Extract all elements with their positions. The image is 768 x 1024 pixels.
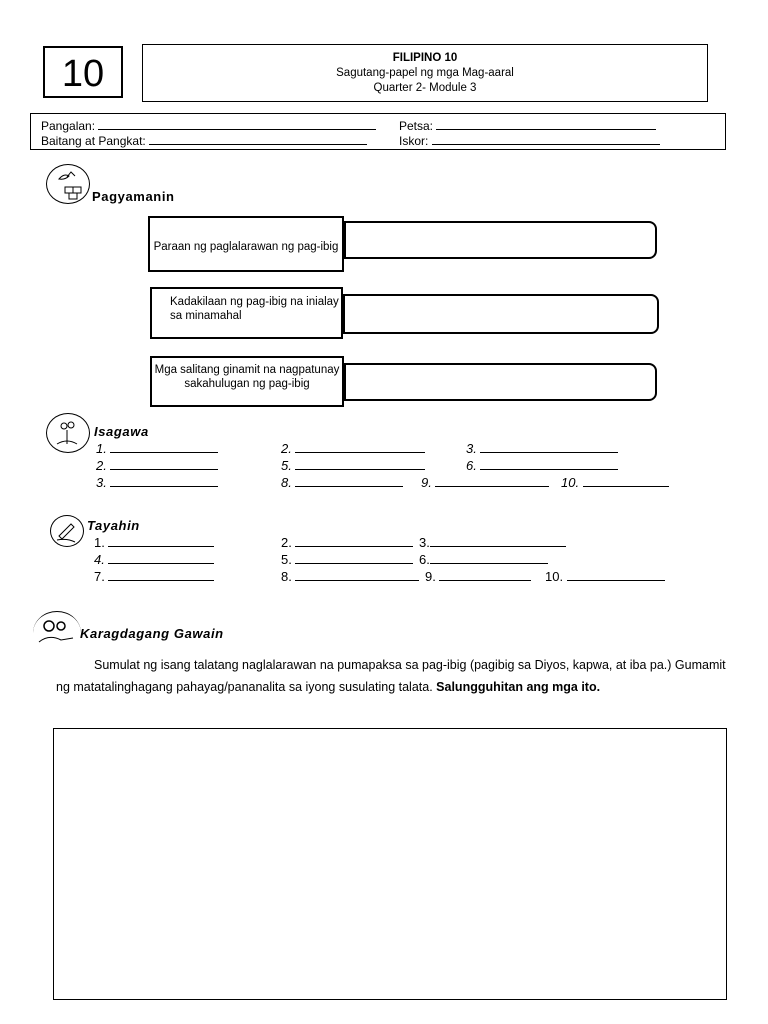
isagawa-item bbox=[96, 457, 218, 473]
answer-blank[interactable] bbox=[439, 568, 531, 581]
answer-blank[interactable] bbox=[295, 457, 425, 470]
answer-blank[interactable] bbox=[110, 474, 218, 487]
tayahin-item bbox=[425, 568, 531, 584]
item-number: 2. bbox=[96, 458, 107, 473]
answer-blank[interactable] bbox=[295, 534, 413, 547]
item-number: 6. bbox=[466, 458, 477, 473]
score-label: Iskor: bbox=[399, 134, 429, 148]
item-number: 3. bbox=[466, 441, 477, 456]
tayahin-item bbox=[94, 551, 214, 567]
answer-blank[interactable] bbox=[110, 440, 218, 453]
subject-title: FILIPINO 10 bbox=[392, 52, 458, 64]
isagawa-item bbox=[561, 474, 669, 490]
tayahin-item bbox=[419, 534, 566, 550]
instruction-paragraph bbox=[56, 654, 726, 698]
answer-box-kadakilaan[interactable] bbox=[343, 294, 659, 334]
item-number: 8. bbox=[281, 569, 292, 584]
item-number: 1. bbox=[96, 441, 107, 456]
answer-blank[interactable] bbox=[435, 474, 549, 487]
tayahin-item bbox=[419, 551, 548, 567]
answer-blank[interactable] bbox=[108, 534, 214, 547]
isagawa-item bbox=[421, 474, 549, 490]
isagawa-item bbox=[466, 457, 618, 473]
answer-blank[interactable] bbox=[480, 457, 618, 470]
item-number: 3. bbox=[96, 475, 107, 490]
item-number: 1. bbox=[94, 535, 105, 550]
answer-blank[interactable] bbox=[567, 568, 665, 581]
score-field[interactable] bbox=[432, 133, 660, 145]
isagawa-item bbox=[281, 474, 403, 490]
tayahin-item bbox=[281, 551, 413, 567]
isagawa-title: Isagawa bbox=[94, 424, 149, 439]
item-number: 2. bbox=[281, 535, 292, 550]
label-text-kadakilaan: Kadakilaan ng pag-ibig na inialay sa minamahal bbox=[170, 296, 339, 322]
tayahin-item bbox=[281, 568, 419, 584]
tayahin-item bbox=[94, 568, 214, 584]
growth-hands-icon bbox=[46, 164, 90, 204]
answer-blank[interactable] bbox=[108, 551, 214, 564]
isagawa-item bbox=[281, 457, 425, 473]
instruction-text: Sumulat ng isang talatang naglalarawan na pumapaksa sa pag-ibig (pagibig sa Diyos, kapwa, at iba pa.) Gumamit ng matatalinghagang pahayag/pananalita sa iyong susulating talata. bbox=[56, 658, 726, 694]
label-box-salita bbox=[150, 356, 344, 407]
hands-plant-icon bbox=[46, 413, 90, 453]
tayahin-item bbox=[545, 568, 665, 584]
label-text-salita: Mga salitang ginamit na nagpatunay sakahulugan ng pag-ibig bbox=[154, 364, 340, 390]
module-label: Quarter 2- Module 3 bbox=[373, 82, 477, 94]
name-field[interactable] bbox=[98, 118, 376, 130]
answer-blank[interactable] bbox=[430, 534, 566, 547]
answer-blank[interactable] bbox=[295, 474, 403, 487]
label-text-paraan: Paraan ng paglalarawan ng pag-ibig bbox=[153, 241, 339, 253]
item-number: 5. bbox=[281, 552, 292, 567]
name-label: Pangalan: bbox=[41, 119, 96, 133]
pagyamanin-title: Pagyamanin bbox=[92, 189, 175, 204]
item-number: 6. bbox=[419, 552, 430, 567]
answer-box-salita[interactable] bbox=[344, 363, 657, 401]
item-number: 2. bbox=[281, 441, 292, 456]
item-number: 10. bbox=[545, 569, 564, 584]
label-box-kadakilaan bbox=[150, 287, 343, 339]
label-box-paraan bbox=[148, 216, 344, 272]
karagdagan-title: Karagdagang Gawain bbox=[80, 626, 224, 641]
tayahin-item bbox=[281, 534, 413, 550]
gears-hand-icon bbox=[33, 611, 81, 655]
answer-box-paraan[interactable] bbox=[344, 221, 657, 259]
isagawa-item bbox=[281, 440, 425, 456]
answer-blank[interactable] bbox=[583, 474, 669, 487]
item-number: 3. bbox=[419, 535, 430, 550]
date-label: Petsa: bbox=[399, 119, 434, 133]
answer-blank[interactable] bbox=[110, 457, 218, 470]
item-number: 9. bbox=[425, 569, 436, 584]
worksheet-subtitle: Sagutang-papel ng mga Mag-aaral bbox=[336, 67, 514, 79]
answer-blank[interactable] bbox=[295, 568, 419, 581]
answer-blank[interactable] bbox=[480, 440, 618, 453]
grade-number-box: 10 bbox=[43, 46, 123, 98]
answer-blank[interactable] bbox=[108, 568, 214, 581]
tayahin-item bbox=[94, 534, 214, 550]
item-number: 7. bbox=[94, 569, 105, 584]
item-number: 9. bbox=[421, 475, 432, 490]
tayahin-title: Tayahin bbox=[87, 518, 140, 533]
worksheet-header bbox=[142, 44, 708, 102]
instruction-bold-text: Salungguhitan ang mga ito. bbox=[436, 680, 601, 694]
grade-section-label: Baitang at Pangkat: bbox=[41, 134, 146, 148]
item-number: 4. bbox=[94, 552, 105, 567]
item-number: 5. bbox=[281, 458, 292, 473]
item-number: 10. bbox=[561, 475, 580, 490]
date-field[interactable] bbox=[436, 118, 656, 130]
answer-blank[interactable] bbox=[295, 551, 413, 564]
isagawa-item bbox=[466, 440, 618, 456]
grade-section-field[interactable] bbox=[149, 133, 367, 145]
isagawa-item bbox=[96, 474, 218, 490]
answer-blank[interactable] bbox=[430, 551, 548, 564]
answer-blank[interactable] bbox=[295, 440, 425, 453]
student-info-box bbox=[30, 113, 726, 150]
pen-writing-icon bbox=[50, 515, 84, 547]
paragraph-writing-area[interactable] bbox=[53, 728, 727, 1000]
item-number: 8. bbox=[281, 475, 292, 490]
isagawa-item bbox=[96, 440, 218, 456]
